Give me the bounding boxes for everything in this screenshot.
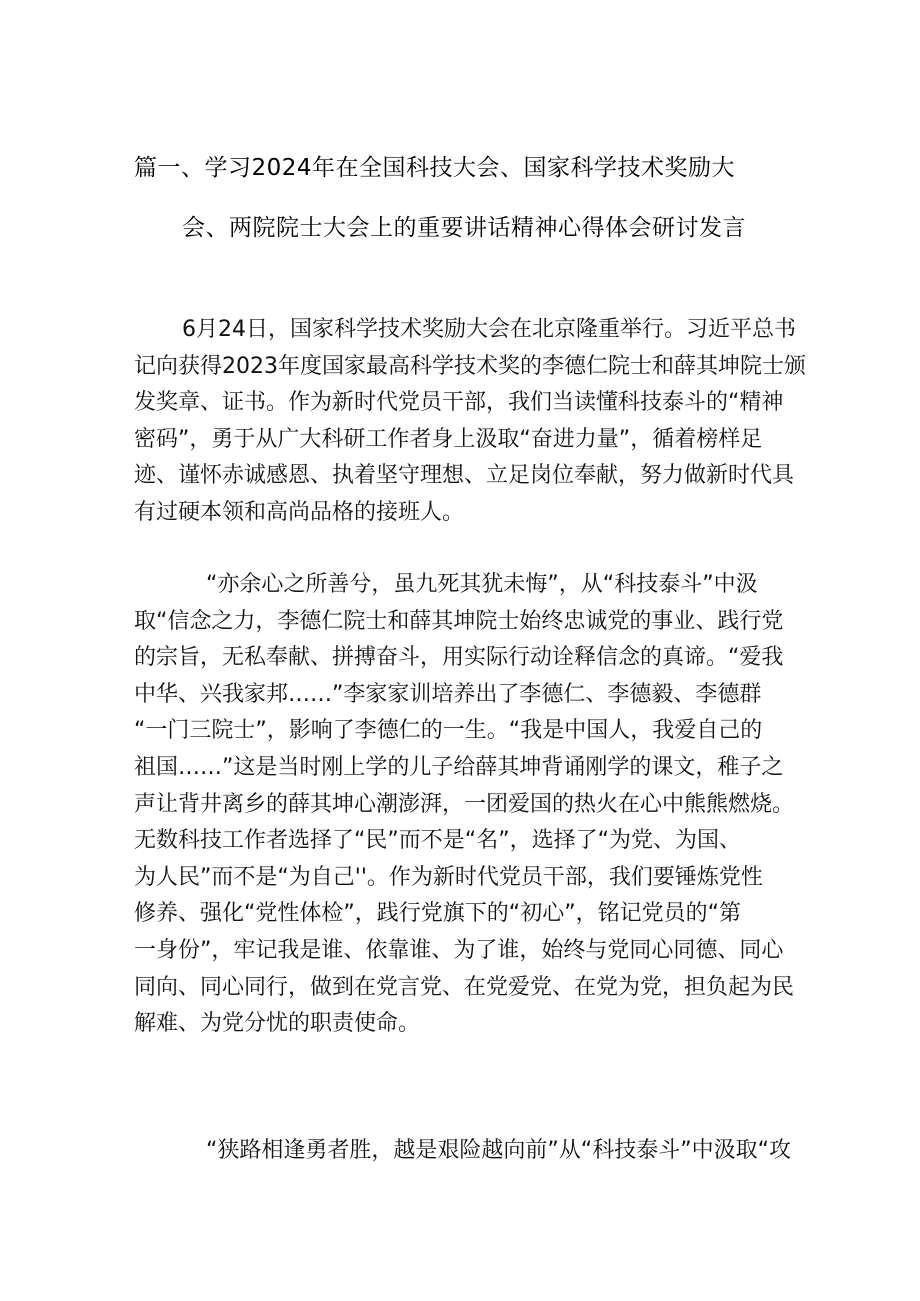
paragraph-line: “狭路相逢勇者胜，越是艰险越向前”从“科技泰斗”中汲取“攻 [206, 1138, 791, 1163]
paragraph-line: 取“信念之力，李德仁院士和薛其坤院士始终忠诚党的事业、践行党 [134, 608, 784, 634]
document-title-line-2: 会、两院院士大会上的重要讲话精神心得体会研讨发言 [182, 215, 746, 241]
paragraph-line: 同向、同心同行，做到在党言党、在党爱党、在党为党，担负起为民 [134, 974, 795, 1000]
paragraph-line: 迹、谨怀赤诚感恩、执着坚守理想、立足岗位奉献，努力做新时代具 [134, 463, 795, 489]
paragraph-line: 发奖章、证书。作为新时代党员干部，我们当读懂科技泰斗的“精神 [134, 390, 784, 416]
document-title-line-1: 篇一、学习2024年在全国科技大会、国家科学技术奖励大 [134, 155, 736, 181]
paragraph-line: 记向获得2023年度国家最高科学技术奖的李德仁院士和薛其坤院士颁 [134, 353, 806, 379]
paragraph-line: 中华、兴我家邦……”李家家训培养出了李德仁、李德毅、李德群 [134, 681, 762, 707]
paragraph-line: 的宗旨，无私奉献、拼搏奋斗，用实际行动诠释信念的真谛。“爱我 [134, 645, 784, 671]
paragraph-2 [134, 567, 794, 1043]
paragraph-line: 6月24日，国家科学技术奖励大会在北京隆重举行。习近平总书 [182, 317, 796, 342]
paragraph-line: 解难、为党分忧的职责使命。 [134, 1011, 421, 1037]
paragraph-line: 有过硬本领和高尚品格的接班人。 [134, 499, 465, 525]
paragraph-line: “亦余心之所善兮，虽九死其犹未悔”，从“科技泰斗”中汲 [206, 572, 758, 597]
paragraph-line: 一身份”，牢记我是谁、依靠谁、为了谁，始终与党同心同德、同心 [134, 937, 784, 963]
paragraph-line: 密码”，勇于从广大科研工作者身上汲取“奋进力量”，循着榜样足 [134, 426, 763, 452]
paragraph-1 [134, 312, 806, 532]
paragraph-line: “一门三院士”，影响了李德仁的一生。“我是中国人，我爱自己的 [134, 718, 763, 744]
paragraph-3 [134, 1133, 794, 1170]
paragraph-line: 为人民”而不是“为自己''。作为新时代党员干部，我们要锤炼党性 [134, 864, 763, 890]
paragraph-line: 祖国……”这是当时刚上学的儿子给薛其坤背诵刚学的课文，稚子之 [134, 754, 784, 780]
paragraph-line: 无数科技工作者选择了“民”而不是“名”，选择了“为党、为国、 [134, 828, 741, 854]
paragraph-line: 声让背井离乡的薛其坤心潮澎湃，一团爱国的热火在心中熊熊燃烧。 [134, 791, 795, 817]
paragraph-line: 修养、强化“党性体检”，践行党旗下的“初心”，铭记党员的“第 [134, 901, 741, 927]
